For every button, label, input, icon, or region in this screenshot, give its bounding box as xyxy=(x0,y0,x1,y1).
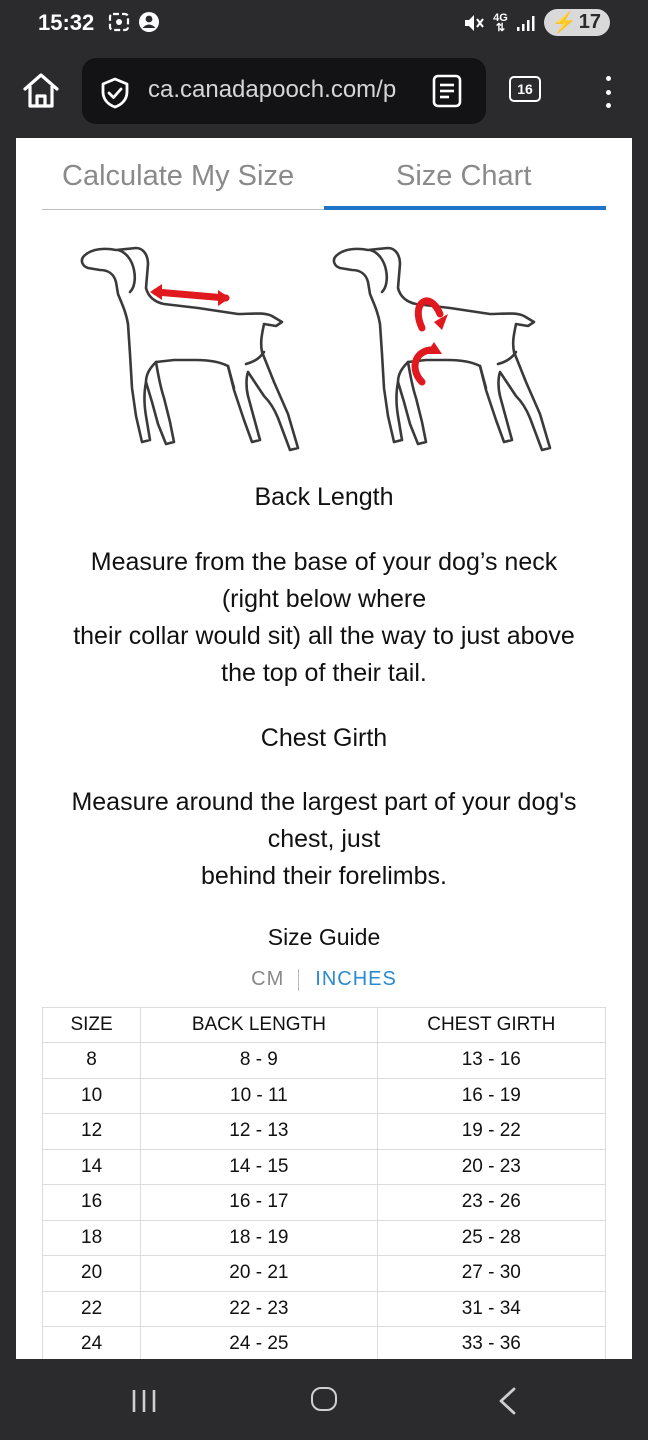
back-length-cell: 10 - 11 xyxy=(141,1078,377,1114)
header-chest-girth: CHEST GIRTH xyxy=(377,1008,605,1043)
status-bar xyxy=(0,0,648,48)
home-icon[interactable] xyxy=(20,70,62,112)
tab-switcher-button[interactable]: 16 xyxy=(509,76,541,102)
table-row xyxy=(43,1043,606,1079)
table-row xyxy=(43,1149,606,1185)
unit-cm-option[interactable]: CM xyxy=(251,968,285,990)
signal-icon xyxy=(516,14,536,32)
status-system-icons xyxy=(463,9,610,36)
size-guide-title: Size Guide xyxy=(267,924,381,950)
chest-girth-heading: Chest Girth xyxy=(260,724,388,752)
back-length-description xyxy=(36,544,612,692)
charging-icon: ⚡ xyxy=(551,12,577,34)
size-guide-table xyxy=(42,1007,606,1359)
back-length-line: (right below where xyxy=(221,585,427,613)
data-arrows: ⇅ xyxy=(495,21,506,34)
network-label: 4G xyxy=(493,11,508,24)
chest-girth-line: Measure around the largest part of your dog's xyxy=(71,788,577,816)
url-text[interactable]: ca.canadapooch.com/p xyxy=(148,76,397,103)
chest-girth-cell: 16 - 19 xyxy=(377,1078,605,1114)
back-length-arrow xyxy=(156,292,226,298)
mute-icon xyxy=(463,13,485,33)
size-cell: 24 xyxy=(43,1327,141,1360)
size-cell: 14 xyxy=(43,1149,141,1185)
size-cell: 16 xyxy=(43,1185,141,1221)
chest-girth-cell: 33 - 36 xyxy=(377,1327,605,1360)
chest-girth-cell: 27 - 30 xyxy=(377,1256,605,1292)
table-row xyxy=(43,1327,606,1360)
back-icon[interactable] xyxy=(496,1387,518,1415)
screenshot-icon xyxy=(108,11,130,33)
table-row xyxy=(43,1291,606,1327)
unit-inches-option[interactable]: INCHES xyxy=(315,968,397,990)
back-length-line: the top of their tail. xyxy=(221,659,427,687)
back-length-cell: 20 - 21 xyxy=(141,1256,377,1292)
table-row xyxy=(43,1078,606,1114)
size-cell: 10 xyxy=(43,1078,141,1114)
recent-apps-icon[interactable] xyxy=(131,1389,157,1413)
network-type xyxy=(493,13,508,33)
account-icon xyxy=(138,11,160,33)
table-row xyxy=(43,1114,606,1150)
chest-girth-line: chest, just xyxy=(267,825,381,853)
table-row xyxy=(43,1256,606,1292)
chest-girth-cell: 19 - 22 xyxy=(377,1114,605,1150)
browser-toolbar xyxy=(0,48,648,136)
chest-girth-cell: 31 - 34 xyxy=(377,1291,605,1327)
size-tabs xyxy=(42,138,606,210)
size-cell: 12 xyxy=(43,1114,141,1150)
back-length-line: their collar would sit) all the way to just above xyxy=(73,622,575,650)
back-length-cell: 14 - 15 xyxy=(141,1149,377,1185)
back-length-cell: 22 - 23 xyxy=(141,1291,377,1327)
nav-home-icon[interactable] xyxy=(311,1387,337,1411)
system-nav-bar xyxy=(0,1359,648,1440)
chest-girth-cell: 23 - 26 xyxy=(377,1185,605,1221)
reader-mode-icon[interactable] xyxy=(432,74,462,108)
back-length-cell: 8 - 9 xyxy=(141,1043,377,1079)
table-row xyxy=(43,1220,606,1256)
tab-size-chart[interactable]: Size Chart xyxy=(396,160,532,192)
size-cell: 22 xyxy=(43,1291,141,1327)
more-vert-icon[interactable] xyxy=(598,72,618,112)
back-length-cell: 12 - 13 xyxy=(141,1114,377,1150)
dog-chest-girth-illustration xyxy=(330,242,560,460)
status-time: 15:32 xyxy=(38,10,95,35)
battery-level: 17 xyxy=(578,11,601,33)
chest-girth-description xyxy=(36,784,612,895)
status-notification-icons xyxy=(108,11,160,33)
tab-active-indicator xyxy=(324,206,606,210)
size-cell: 8 xyxy=(43,1043,141,1079)
back-length-heading: Back Length xyxy=(254,483,394,511)
chest-girth-line: behind their forelimbs. xyxy=(201,862,447,890)
chest-girth-cell: 13 - 16 xyxy=(377,1043,605,1079)
page-content xyxy=(16,138,632,1359)
unit-toggle xyxy=(16,968,632,991)
table-header-row xyxy=(43,1008,606,1043)
back-length-cell: 18 - 19 xyxy=(141,1220,377,1256)
table-row xyxy=(43,1185,606,1221)
chest-girth-cell: 20 - 23 xyxy=(377,1149,605,1185)
chest-girth-cell: 25 - 28 xyxy=(377,1220,605,1256)
back-length-cell: 16 - 17 xyxy=(141,1185,377,1221)
battery-indicator xyxy=(544,9,610,36)
header-back-length: BACK LENGTH xyxy=(141,1008,377,1043)
chest-girth-arrows xyxy=(415,301,440,382)
tab-calculate-my-size[interactable]: Calculate My Size xyxy=(62,160,295,192)
address-bar[interactable] xyxy=(82,58,486,124)
back-length-cell: 24 - 25 xyxy=(141,1327,377,1360)
back-length-line: Measure from the base of your dog’s neck xyxy=(90,548,558,576)
size-cell: 20 xyxy=(43,1256,141,1292)
header-size: SIZE xyxy=(43,1008,141,1043)
size-cell: 18 xyxy=(43,1220,141,1256)
shield-check-icon[interactable] xyxy=(98,76,132,110)
dog-back-length-illustration xyxy=(78,242,308,460)
